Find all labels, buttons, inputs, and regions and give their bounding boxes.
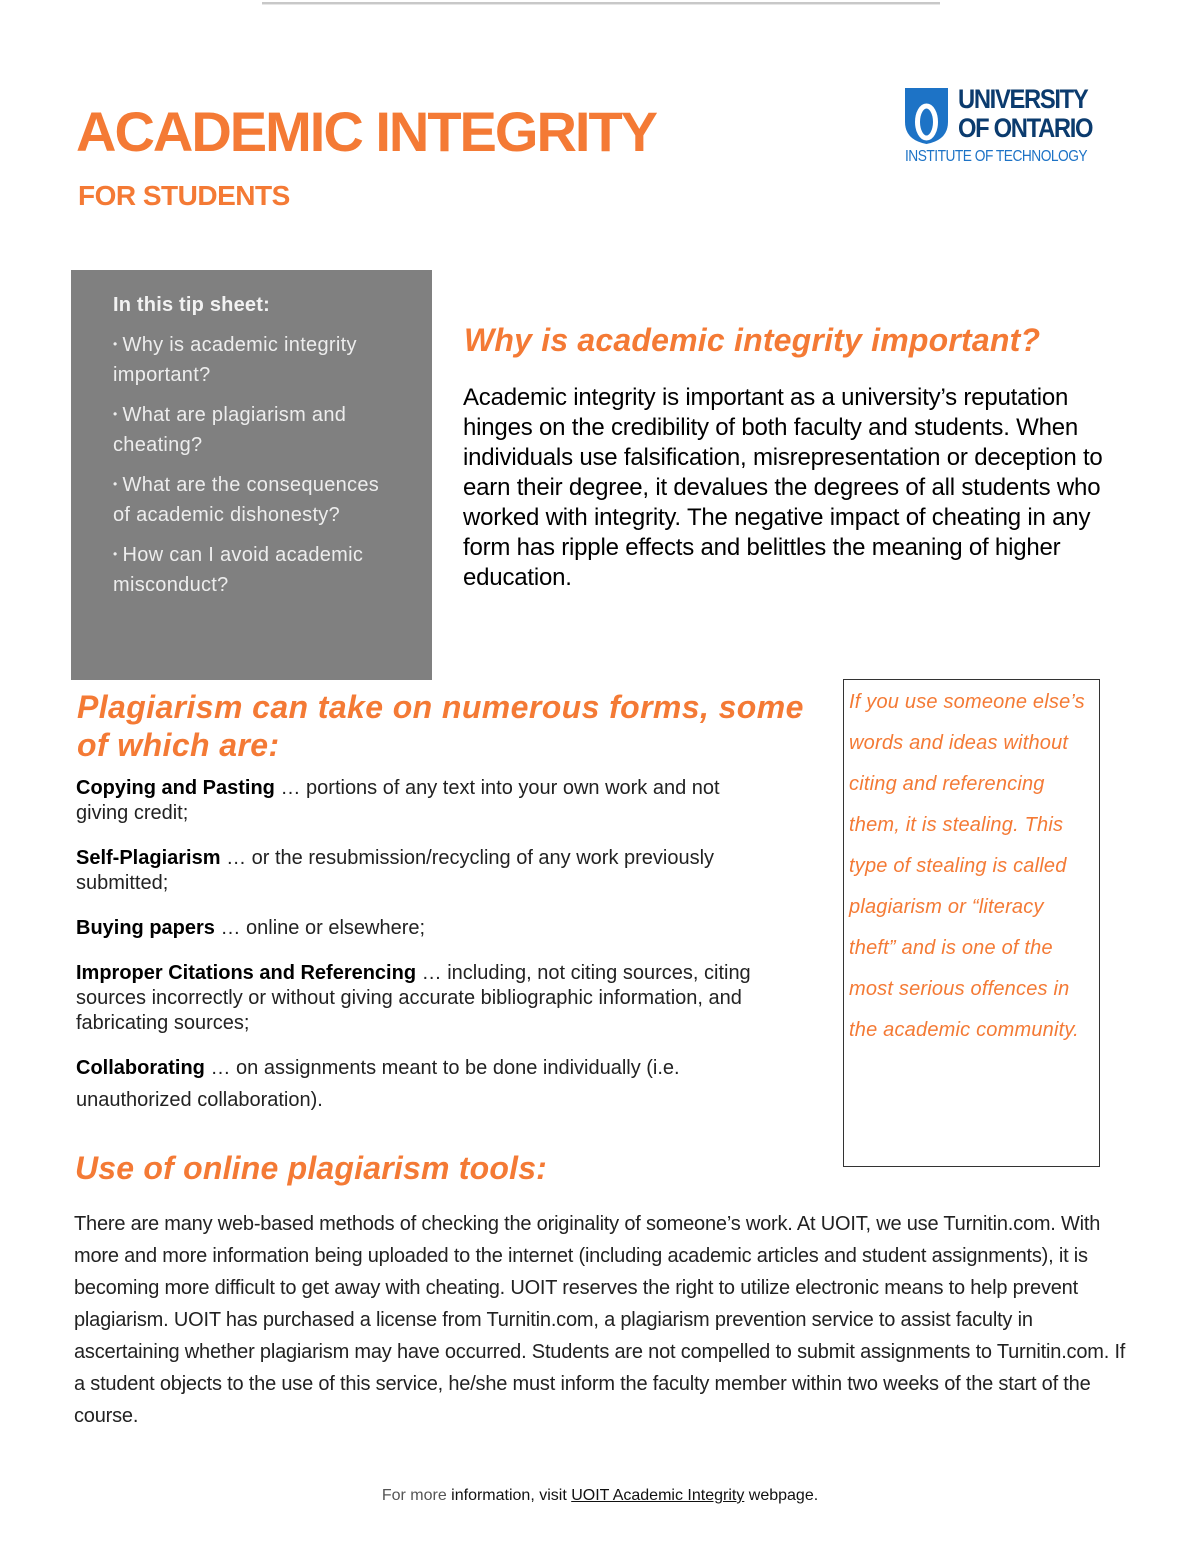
logo-line-university: UNIVERSITY [958,84,1088,114]
list-item [76,916,776,941]
tip-sheet-box [71,270,432,680]
list-item [76,846,776,896]
tip-item-text: What are the consequences of academic dishonesty? [113,474,380,526]
form-description: portions of any text into your own work and not giving credit; [76,777,720,824]
bullet-icon: • [113,337,118,351]
form-term: Buying papers [76,917,215,939]
footer-prefix: information, visit [446,1487,572,1504]
list-item [76,776,776,826]
form-description: on assignments meant to be done individually (i.e. unauthorized collaboration). [76,1057,680,1111]
page-subtitle: FOR STUDENTS [78,180,290,211]
top-rule [262,2,940,5]
why-heading: Why is academic integrity important? [464,322,1041,358]
logo-line-institute: INSTITUTE OF TECHNOLOGY [905,148,1088,165]
separator: … [214,917,247,939]
form-description: or the resubmission/recycling of any work previously submitted; [76,847,715,894]
form-term: Collaborating [76,1057,205,1079]
bullet-icon: • [113,477,118,491]
tip-sheet-item [113,539,402,600]
form-term: Improper Citations and Referencing [76,962,417,984]
tip-item-text: Why is academic integrity important? [113,334,357,386]
sidebar-quote-text: If you use someone else’s words and ideas without citing and referencing them, it is stealing. This type of stealing is called plagiarism or “literacy theft” and is one of the most serious offences in the academic community. [849,691,1085,1041]
separator: … [204,1057,237,1079]
why-body: Academic integrity is important as a university’s reputation hinges on the credibility of both faculty and students. When individuals use falsification, misrepresentation or deception to earn their degree, it devalues the degrees of all students who worked with integrity. The negative impact of cheating in any form has ripple effects and belittles the meaning of higher education. [463,384,1103,591]
logo-line-of-ontario: OF ONTARIO [958,113,1093,143]
footer-suffix: webpage. [744,1487,819,1504]
list-item [76,1052,776,1116]
plagiarism-heading: Plagiarism can take on numerous forms, some of which are: [77,689,804,763]
university-logo [905,85,1115,170]
form-term: Copying and Pasting [76,777,275,799]
sidebar-quote-box [843,679,1100,1167]
page-title: ACADEMIC INTEGRITY [76,100,656,163]
tip-sheet-title: In this tip sheet: [113,294,270,316]
academic-integrity-link[interactable]: UOIT Academic Integrity [571,1487,745,1504]
bullet-icon: • [113,407,118,421]
separator: … [220,847,252,869]
tip-item-text: How can I avoid academic misconduct? [113,544,364,596]
separator: … [274,777,307,799]
tip-sheet-item [113,469,402,530]
tip-sheet-item [113,329,402,390]
form-term: Self-Plagiarism [76,847,221,869]
tip-sheet-item [113,399,402,460]
footer-prefix-muted: For more [381,1487,447,1504]
footer-note [0,1487,1200,1505]
plagiarism-forms-list [76,776,776,1136]
tip-item-text: What are plagiarism and cheating? [113,404,347,456]
form-description: online or elsewhere; [246,917,426,939]
tools-heading: Use of online plagiarism tools: [75,1150,548,1186]
shield-o-icon [905,88,948,144]
list-item [76,961,776,1036]
tools-body: There are many web-based methods of checking the originality of someone’s work. At UOIT, we use Turnitin.com. With more and more information being uploaded to the internet (including academic articles and student assignments), it is becoming more difficult to get away with cheating. UOIT reserves the right to utilize electronic means to help prevent plagiarism. UOIT has purchased a license from Turnitin.com, a plagiarism prevention service to assist faculty in ascertaining whether plagiarism may have occurred. Students are not compelled to submit assignments to Turnitin.com. If a student objects to the use of this service, he/she must inform the faculty member within two weeks of the start of the course. [74,1213,1126,1427]
separator: … [416,962,448,984]
form-description: including, not citing sources, citing sources incorrectly or without giving accurate bibliographic information, and fabricating sources; [76,962,751,1034]
bullet-icon: • [113,547,118,561]
